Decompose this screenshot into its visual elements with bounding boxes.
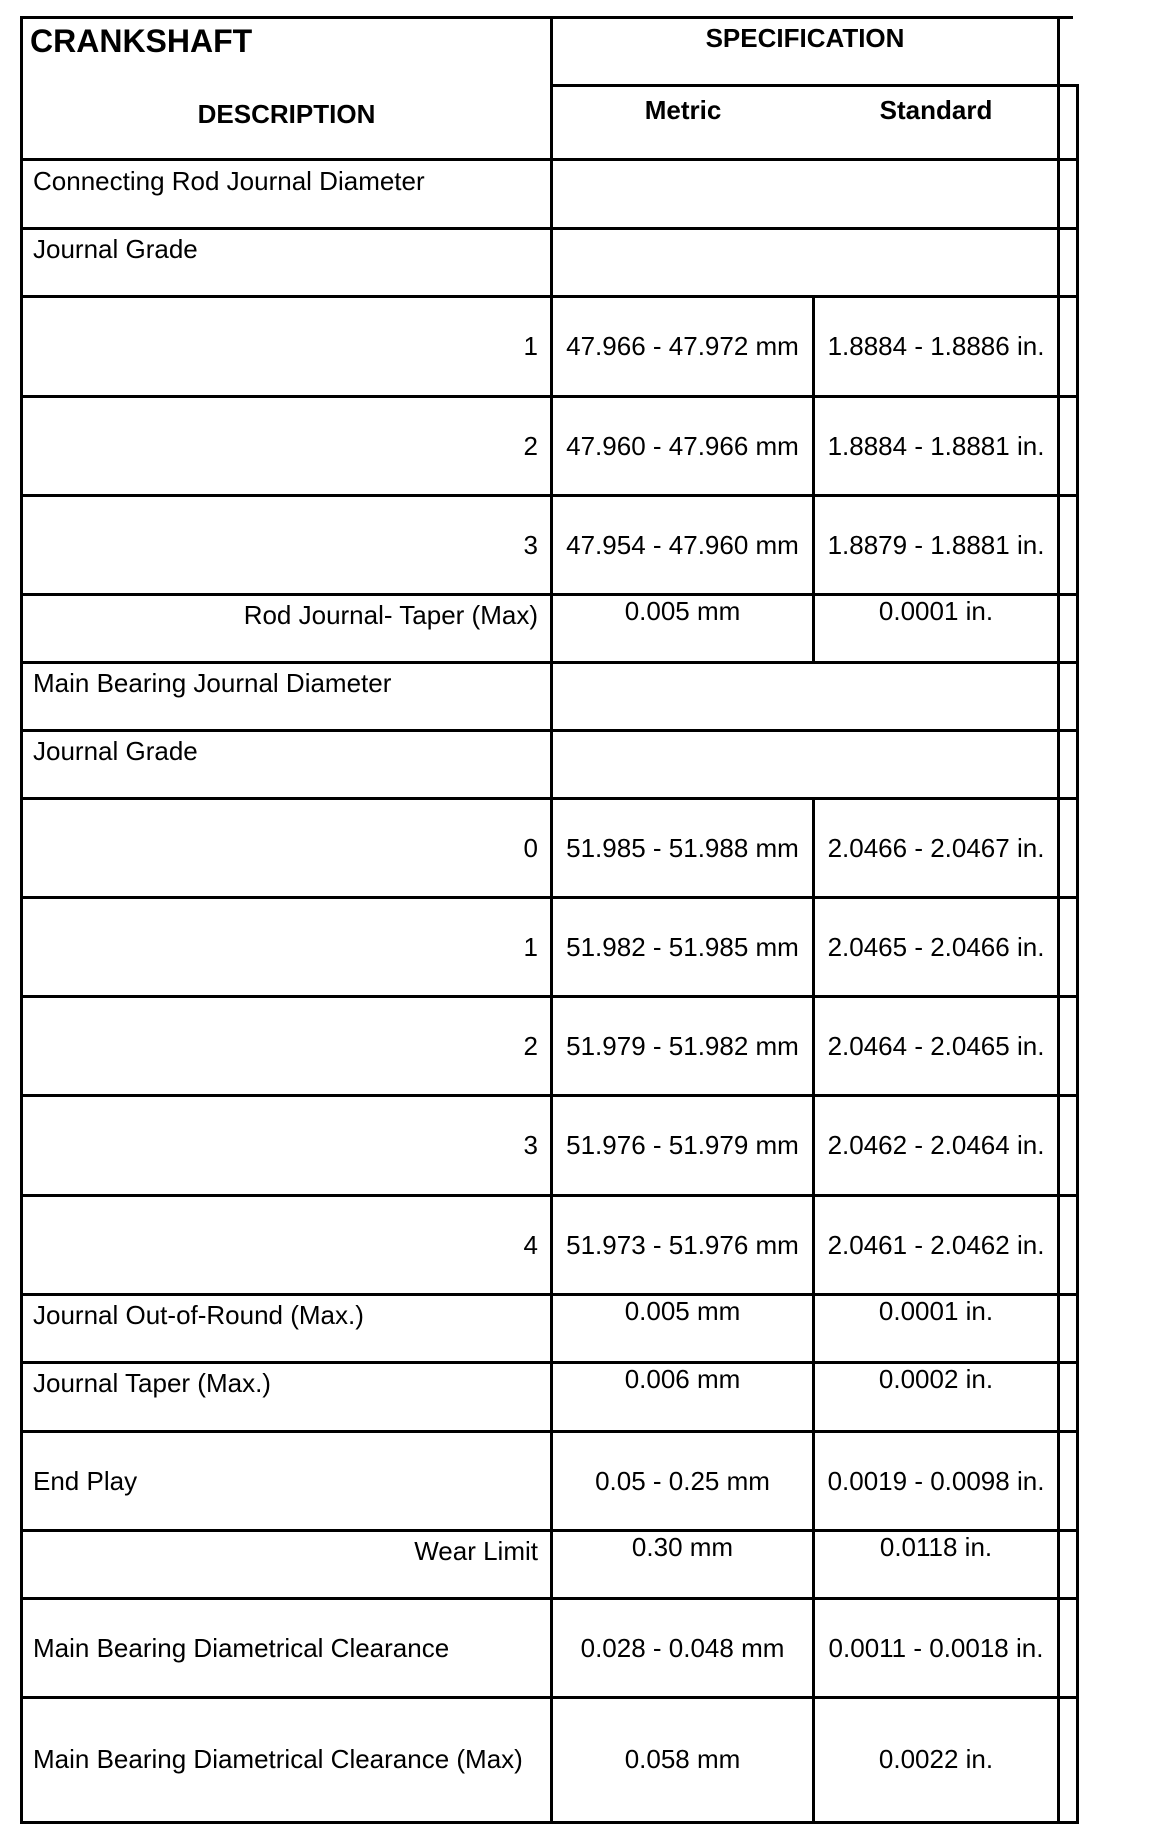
row-standard-value: 0.0011 - 0.0018 in. [828, 1632, 1044, 1663]
row-metric-value: 51.982 - 51.985 mm [566, 931, 799, 962]
row-standard-value: 2.0464 - 2.0465 in. [827, 1030, 1045, 1061]
row-metric-value: 0.005 mm [624, 596, 741, 626]
row-description: Main Bearing Diametrical Clearance [33, 1632, 450, 1663]
row-standard-value [815, 731, 1057, 797]
row-standard-value: 2.0466 - 2.0467 in. [827, 832, 1045, 863]
spec-right-border [1057, 16, 1060, 1824]
row-standard-value: 0.0022 in. [878, 1743, 994, 1774]
row-description: 2 [523, 1030, 538, 1061]
table-bottom-border [20, 1821, 1078, 1824]
row-metric-value: 0.30 mm [631, 1532, 734, 1562]
standard-header: Standard [879, 95, 993, 125]
row-metric-value: 47.954 - 47.960 mm [566, 529, 799, 560]
row-description: Main Bearing Diametrical Clearance (Max) [33, 1743, 523, 1774]
row-metric-value: 51.979 - 51.982 mm [566, 1030, 799, 1061]
row-description: 1 [523, 931, 538, 962]
row-standard-value: 0.0001 in. [878, 596, 994, 626]
row-description: End Play [33, 1465, 138, 1496]
row-standard-value: 1.8884 - 1.8886 in. [827, 331, 1045, 361]
row-metric-value: 51.976 - 51.979 mm [566, 1130, 799, 1160]
row-standard-value: 0.0001 in. [878, 1296, 994, 1326]
row-metric-value: 0.028 - 0.048 mm [580, 1632, 785, 1663]
table-title: CRANKSHAFT [30, 23, 253, 59]
row-metric-value [553, 161, 812, 227]
row-standard-value [815, 229, 1057, 295]
row-standard-value [815, 161, 1057, 227]
row-standard-value: 0.0118 in. [879, 1532, 993, 1562]
specification-header: SPECIFICATION [705, 23, 905, 53]
row-description: Main Bearing Journal Diameter [33, 668, 392, 698]
row-description: Journal Taper (Max.) [33, 1368, 271, 1398]
row-description: Wear Limit [414, 1536, 538, 1566]
row-metric-value: 0.058 mm [624, 1743, 741, 1774]
row-description: Connecting Rod Journal Diameter [33, 166, 425, 196]
row-standard-value: 0.0019 - 0.0098 in. [827, 1465, 1045, 1496]
row-metric-value: 0.05 - 0.25 mm [595, 1465, 770, 1496]
row-standard-value: 2.0465 - 2.0466 in. [827, 931, 1045, 962]
row-description: 0 [523, 832, 538, 863]
row-standard-value: 1.8884 - 1.8881 in. [827, 430, 1045, 461]
row-standard-value: 1.8879 - 1.8881 in. [827, 529, 1045, 560]
row-metric-value: 51.985 - 51.988 mm [566, 832, 799, 863]
description-header: DESCRIPTION [197, 99, 376, 129]
row-description: 1 [523, 331, 538, 361]
row-metric-value: 47.966 - 47.972 mm [566, 331, 799, 361]
row-standard-value [815, 663, 1057, 729]
row-description: 2 [523, 430, 538, 461]
row-standard-value: 2.0462 - 2.0464 in. [827, 1130, 1045, 1160]
row-metric-value: 47.960 - 47.966 mm [566, 430, 799, 461]
row-description: Rod Journal- Taper (Max) [243, 600, 538, 630]
spec-header-divider [550, 84, 1079, 87]
row-description: Journal Grade [33, 234, 198, 264]
row-metric-value: 51.973 - 51.976 mm [566, 1229, 799, 1260]
row-metric-value [553, 731, 812, 797]
row-standard-value: 2.0461 - 2.0462 in. [827, 1229, 1045, 1260]
row-metric-value: 0.006 mm [624, 1364, 741, 1394]
row-description: Journal Out-of-Round (Max.) [33, 1300, 364, 1330]
row-description: 3 [523, 1130, 538, 1160]
row-description: 3 [523, 529, 538, 560]
row-metric-value [553, 229, 812, 295]
row-metric-value: 0.005 mm [624, 1296, 741, 1326]
row-description: 4 [523, 1229, 538, 1260]
row-description: Journal Grade [33, 736, 198, 766]
row-metric-value [553, 663, 812, 729]
row-standard-value: 0.0002 in. [878, 1364, 994, 1394]
outer-right-border [1076, 84, 1079, 1824]
metric-header: Metric [644, 95, 722, 125]
